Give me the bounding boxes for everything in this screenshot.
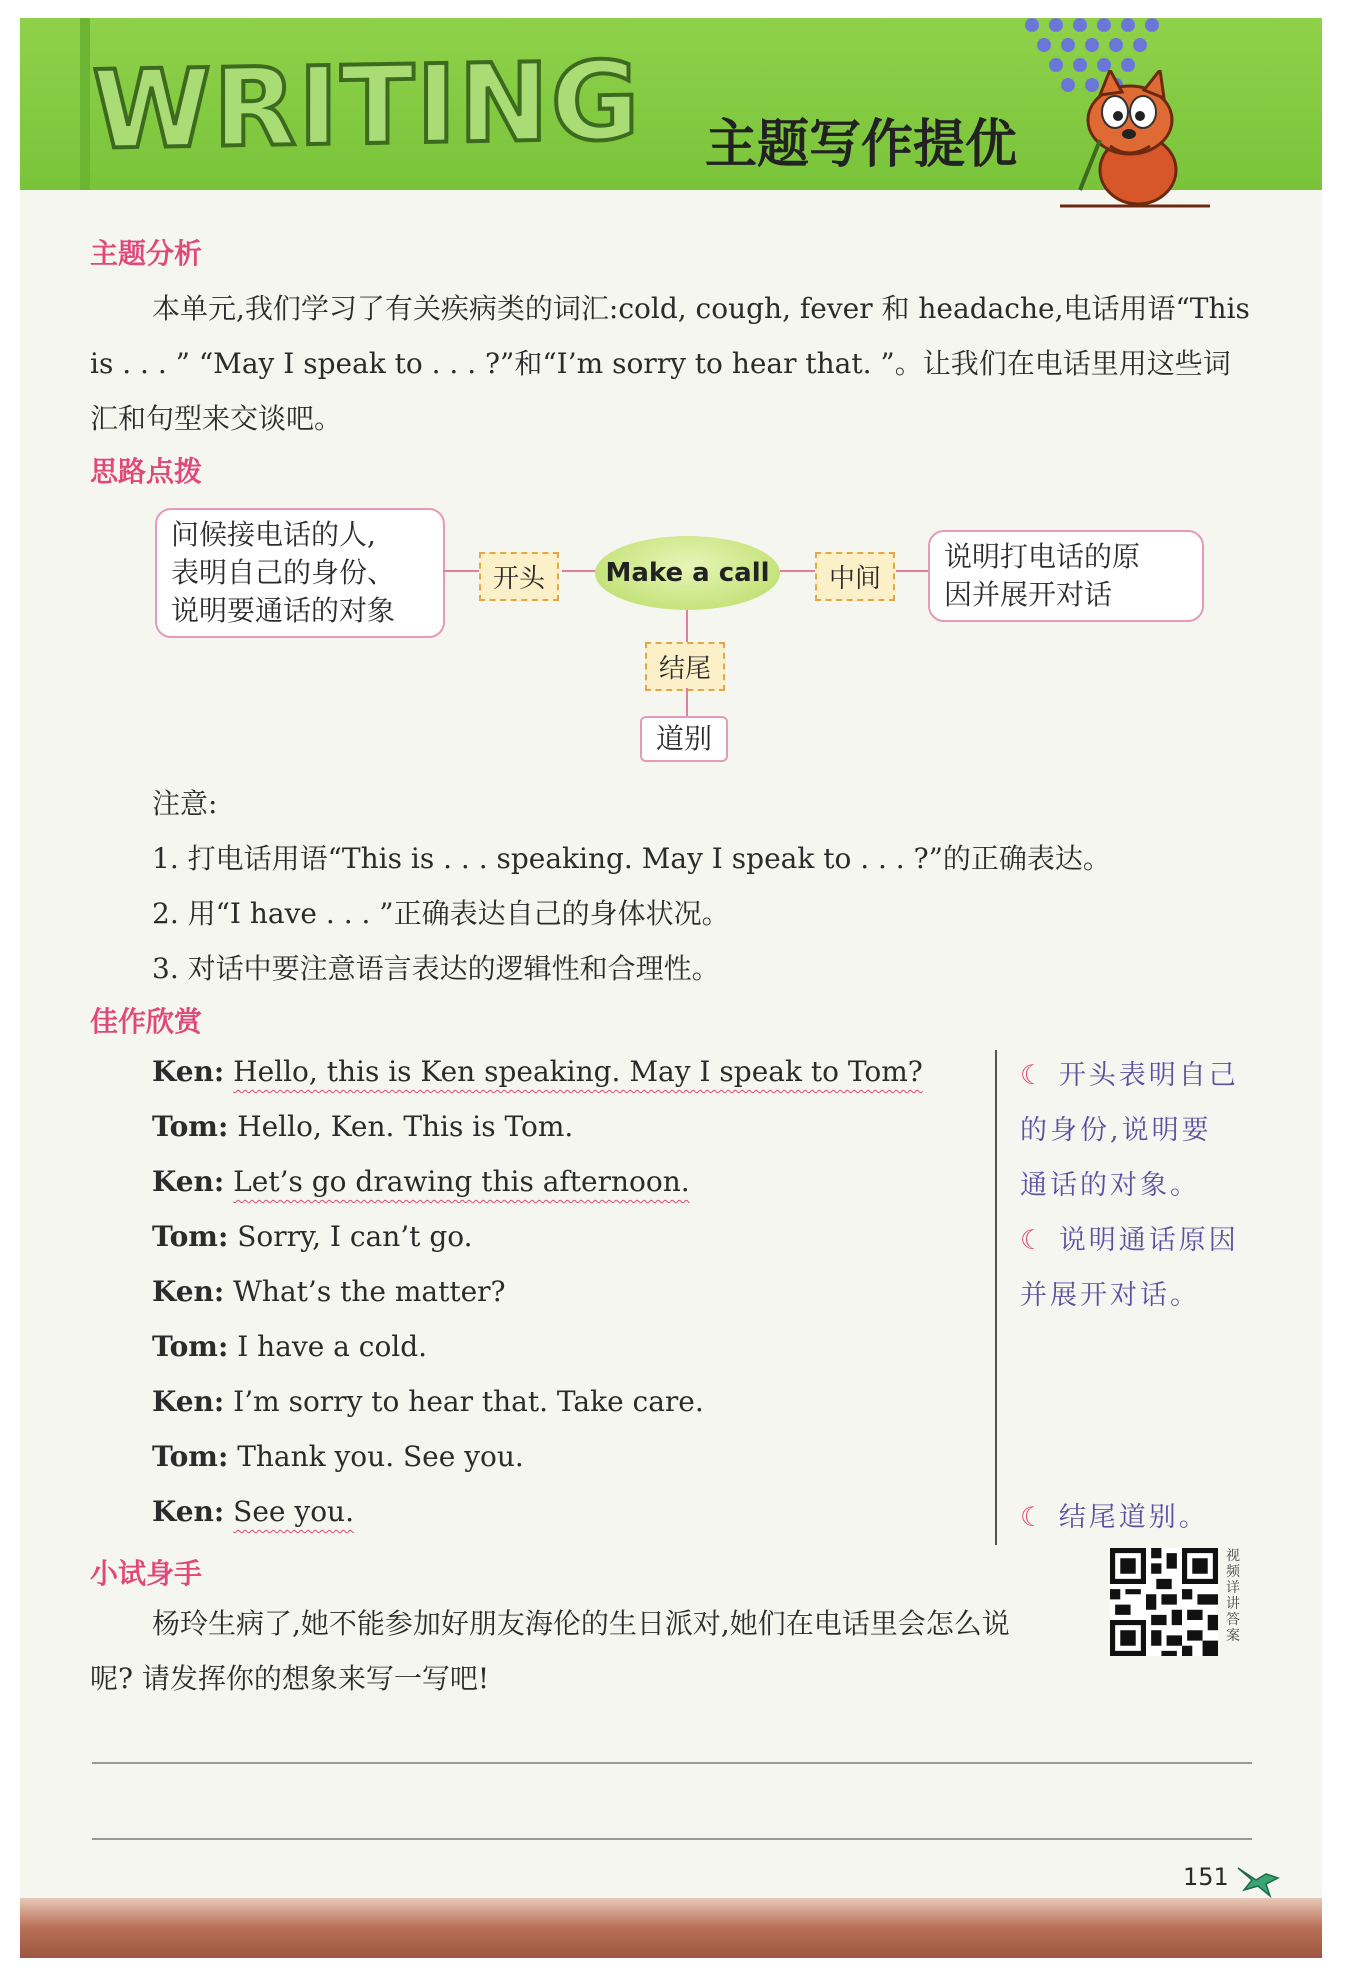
speaker: Ken (152, 1495, 214, 1528)
mindmap-box-middle (928, 530, 1204, 622)
qr-code-icon[interactable] (1110, 1548, 1218, 1656)
crescent-icon: ☾ (1020, 1225, 1048, 1256)
connector-line (686, 610, 688, 642)
side-note (1020, 1490, 1265, 1545)
section-title-model: 佳作欣赏 (90, 1005, 203, 1038)
page-number: 151 (1183, 1863, 1229, 1891)
connector-line (780, 570, 816, 572)
crescent-icon: ☾ (1020, 1502, 1048, 1533)
connector-line (443, 570, 483, 572)
section-title-analysis: 主题分析 (90, 237, 203, 270)
side-note-text: 通话的对象。 (1020, 1170, 1200, 1201)
crescent-icon: ☾ (1020, 1060, 1048, 1091)
mindmap-text: 说明打电话的原 (944, 540, 1141, 573)
speaker: Tom (152, 1220, 218, 1253)
mindmap-text: 问候接电话的人, (171, 518, 376, 551)
side-note-text: 说明通话原因 (1058, 1225, 1239, 1256)
dialogue-line: Ken: See you. (152, 1495, 354, 1528)
speaker: Tom (152, 1330, 218, 1363)
speaker: Ken (152, 1275, 214, 1308)
dialogue-text: What’s the matter? (233, 1275, 506, 1308)
dialogue-text: Hello, Ken. This is Tom. (237, 1110, 574, 1143)
dialogue-text: I have a cold. (237, 1330, 428, 1363)
side-note (1020, 1048, 1265, 1323)
side-note-text: 的身份,说明要 (1020, 1115, 1212, 1146)
writing-line[interactable] (92, 1762, 1252, 1764)
cat-mascot-icon (1060, 70, 1210, 210)
dialogue-line: Tom: Sorry, I can’t go. (152, 1220, 473, 1253)
dialogue-line: Tom: Thank you. See you. (152, 1440, 524, 1473)
mindmap-text: 因并展开对话 (944, 578, 1113, 611)
tag-end: 结尾 (645, 642, 725, 691)
banner-word: WRITING (92, 39, 642, 174)
speaker: Ken (152, 1055, 214, 1088)
page-title: 主题写作提优 (705, 115, 1018, 175)
tag-middle: 中间 (815, 552, 895, 601)
section-title-practice: 小试身手 (90, 1557, 203, 1590)
speaker: Tom (152, 1440, 218, 1473)
header-stripe (80, 18, 90, 190)
analysis-text: 本单元,我们学习了有关疾病类的词汇:cold, cough, fever 和 headache,电话用语“This is . . . ” “May I speak to . . . ?”和“I’m sorry to hear that. ”。让我们在电话里用这些词汇和句型来交谈吧。 (90, 292, 1250, 435)
qr-label: 视频详讲答案 (1226, 1548, 1240, 1644)
speaker: Tom (152, 1110, 218, 1143)
dialogue-text: I’m sorry to hear that. Take care. (233, 1385, 704, 1418)
dialogue-text: Let’s go drawing this afternoon. (233, 1165, 690, 1198)
dialogue-text: Hello, this is Ken speaking. May I speak to Tom? (233, 1055, 923, 1088)
connector-line (896, 570, 928, 572)
mindmap-text: 说明要通话的对象 (171, 594, 396, 627)
side-note-text: 结尾道别。 (1058, 1502, 1209, 1533)
dialogue-text: See you. (233, 1495, 354, 1528)
dialogue-line: Tom: Hello, Ken. This is Tom. (152, 1110, 574, 1143)
dialogue-line: Tom: I have a cold. (152, 1330, 428, 1363)
dialogue-line: Ken: Let’s go drawing this afternoon. (152, 1165, 690, 1198)
note-item: 2. 用“I have . . . ”正确表达自己的身体状况。 (152, 897, 730, 930)
writing-line[interactable] (92, 1838, 1252, 1840)
section-title-thinking: 思路点拨 (90, 455, 203, 488)
note-item: 1. 打电话用语“This is . . . speaking. May I speak to . . . ?”的正确表达。 (152, 842, 1111, 875)
speaker: Ken (152, 1385, 214, 1418)
divider (995, 1050, 997, 1545)
tag-start: 开头 (479, 552, 559, 601)
mindmap-text: 表明自己的身份、 (171, 556, 396, 589)
dialogue-text: Thank you. See you. (237, 1440, 524, 1473)
dialogue-text: Sorry, I can’t go. (237, 1220, 473, 1253)
note-item: 3. 对话中要注意语言表达的逻辑性和合理性。 (152, 952, 720, 985)
bird-icon (1236, 1860, 1280, 1900)
side-note-text: 并展开对话。 (1020, 1280, 1200, 1311)
side-note-text: 开头表明自己 (1058, 1060, 1239, 1091)
connector-line (686, 688, 688, 718)
dialogue-line: Ken: Hello, this is Ken speaking. May I speak to Tom? (152, 1055, 923, 1088)
speaker: Ken (152, 1165, 214, 1198)
connector-line (562, 570, 596, 572)
dialogue-line: Ken: I’m sorry to hear that. Take care. (152, 1385, 704, 1418)
notes-title: 注意: (152, 787, 218, 820)
mindmap-center: Make a call (595, 536, 780, 610)
mindmap-box-start (155, 508, 445, 638)
mindmap-box-end: 道别 (640, 716, 728, 762)
dialogue-line: Ken: What’s the matter? (152, 1275, 506, 1308)
footer-band (20, 1898, 1322, 1958)
practice-text: 杨玲生病了,她不能参加好朋友海伦的生日派对,她们在电话里会怎么说呢? 请发挥你的想象来写一写吧! (90, 1607, 1010, 1695)
